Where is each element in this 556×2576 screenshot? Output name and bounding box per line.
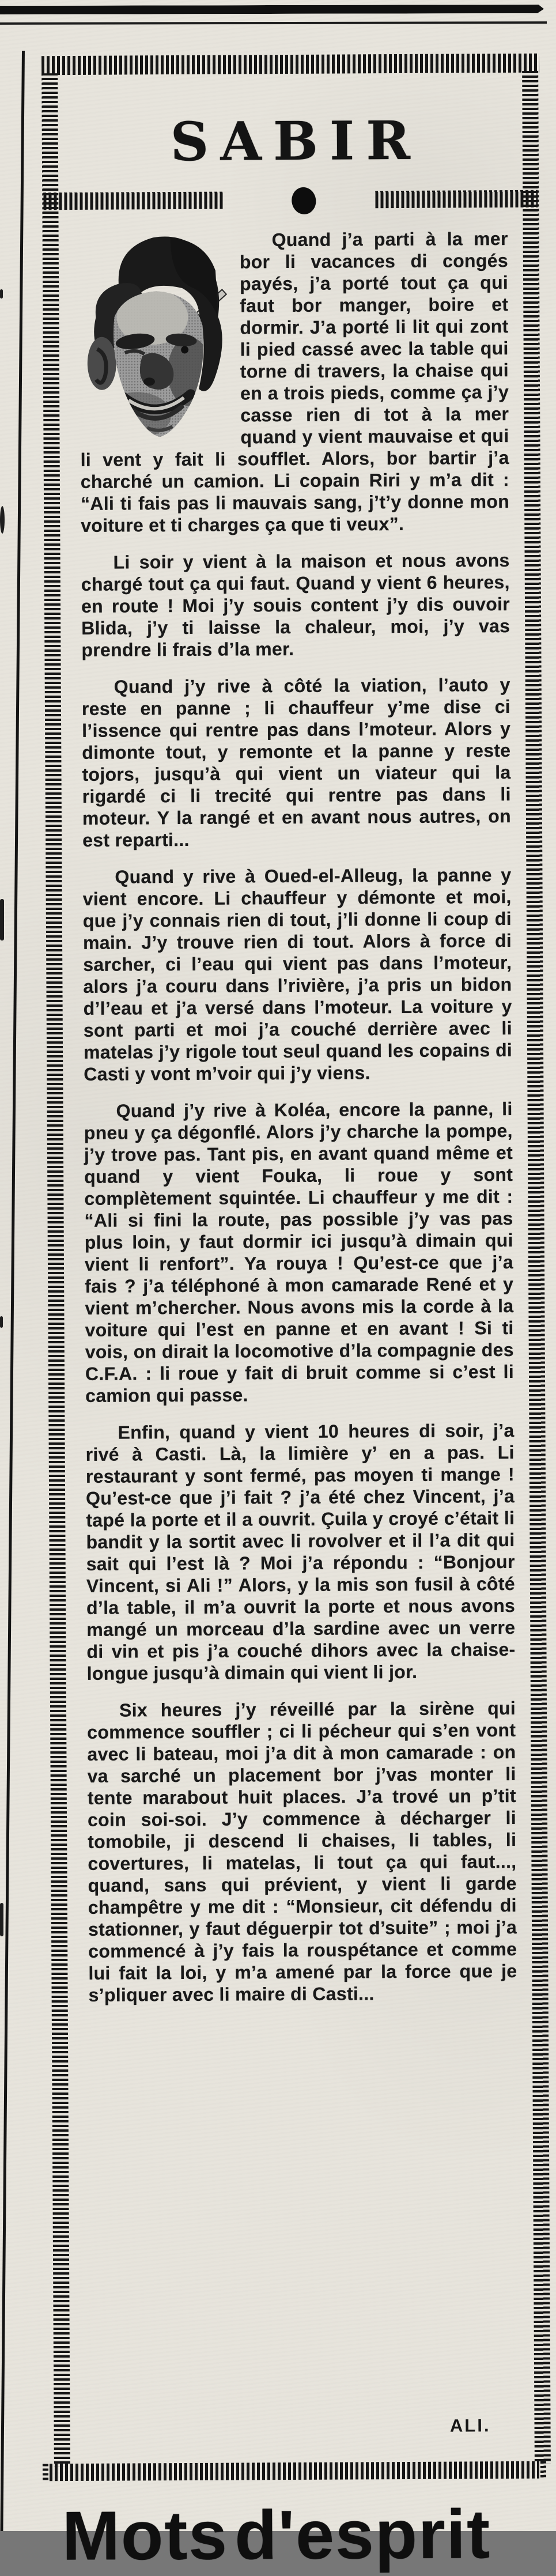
hatched-corner-right (540, 2461, 546, 2479)
headline-word: d'esprit (234, 2495, 491, 2574)
divider-segment-left (43, 192, 225, 210)
margin-fragment (0, 899, 4, 940)
margin-fragment (0, 1316, 3, 1328)
hatched-border-bottom (50, 2461, 539, 2481)
top-rule-thick (0, 5, 544, 14)
sabir-article-box (41, 54, 551, 2481)
article-paragraph: Enfin, quand y vient 10 heures di soir, j’a rivé à Casti. Là, la limière y’ en a pas. Li restaurant y sont fermé, pas moyen ti mange ! Qu’est-ce que j’i fait ? j’a été chez Vincent, j’a tapé la porte et il a ouvrit. Çuila y croyé c’était li bandit y la sortit avec li rovolver et il l’a dit qui sait qui l’est là ? Moi j’a répondu : “Bonjour Vincent, si Ali !” Alors, y la mis son fusil à côté d’la table, il m’a ouvrit la porte et nous avons mangé un morceau d’la sardine avec un verre di vin et pis j’a couché dihors avec la chaise-longue jusqu’à dimain qui vient li jor. (85, 1419, 516, 1684)
caricature-face-illustration (84, 231, 228, 443)
hatched-corner-left (43, 2464, 48, 2481)
article-paragraph: Quand j’a parti à la mer bor li vacances di congés payés, j’a porté tout ça qui faut bor manger, boire et dormir. J’a porté li lit qui zont li pied cassé avec la table qui torne di travers, la chaise qui en a trois pieds, comme ça j’y casse rien di tot à la mer quand y vient mauvaise et qui li vent y fait li soufflet. Alors, bor bartir j’a charché un camion. Li copain Riri y m’a dit : “Ali ti fais pas li mauvais sang, j’t’y donne mon voiture et ti charges ça que ti veux”. (80, 228, 510, 536)
next-article-headline (62, 2494, 491, 2575)
article-title: SABIR (170, 109, 422, 173)
margin-fragment (0, 289, 3, 299)
margin-fragment (0, 1903, 3, 1936)
article-paragraph: Quand y rive à Oued-el-Alleug, la panne y vient encore. Li chauffeur y démonte et moi, que j’y connais rien di tout, j’li donne li coup di main. J’y trouve rien di tout. Alors à force di sarcher, ci l’eau qui vient pas dans l’moteur, alors j’a couru dans l’rivière, j’a pris un bidon d’l’eau et j’a versé dans l’moteur. La voiture y sont parti et moi j’a couché derrière avec li matelas j’y rigole tout seul quand les copains di Casti y vont m’voir qui j’y viens. (82, 864, 513, 1085)
article-signature: ALI. (449, 2415, 491, 2436)
article-body (80, 228, 517, 2021)
headline-word: Mots (62, 2496, 229, 2575)
hatched-border-left (41, 73, 70, 2466)
top-rule-thin (0, 21, 547, 25)
article-paragraph: Six heures j’y réveillé par la sirène qui commence souffler ; ci li pécheur qui s’en vont avec li bateau, moi j’a dit à mon camarade : on va sarché un placement bor j’vas monter li tente marabout huit places. J’a trové un p’tit coin soi-soi. J’y commence à décharger li tomobile, ji descend li chaises, li tables, li covertures, li matelas, li tout ça qui faut..., quand, sans qui prévient, y vient li garde champêtre y me dit : “Monsieur, cit défendu di stationner, y faut déguerpir tot d’suite” ; moi j’a commencé à j’y fais la rouspétance et comme lui fait la loi, y m’a amené par la force que je s’pliquer avec li maire di Casti... (87, 1697, 517, 2005)
masthead-divider-row (42, 190, 539, 211)
hatched-border-right (522, 71, 551, 2464)
article-paragraph: Li soir y vient à la maison et nous avons chargé tout ça qui faut. Quand y vient 6 heures, en route ! Moi j’y souis content j’y dis ouvoir Blida, j’y ti laisse la chaleur, moi, j’y vas prendre li frais d’la mer. (81, 550, 510, 660)
article-paragraph: Quand j’y rive à côté la viation, l’auto y reste en panne ; li chauffeur y’me dise ci l’issence qui rentre pas dans l’moteur. Alors y dimonte tout, y remonte et la panne y reste tojors, jusqu’à qui vient un viateur qui la rigardé ci li trecité qui rentre pas dans li moteur. Y la rangé et en avant nous autres, on est reparti... (81, 674, 512, 851)
hatched-border-top (41, 54, 539, 75)
divider-segment-right (375, 190, 538, 208)
column-divider-rule (0, 51, 25, 2531)
article-paragraph: Quand j’y rive à Koléa, encore la panne, li pneu y ça dégonflé. Alors j’y charche la pompe, j’y trove pas. Tant pis, en avant quand même et quand y vient Fouka, li roue y sont complètement squintée. Li chauffeur y me dit : “Ali si fini la route, pas possible j’y vas pas plus loin, y faut dormir ici jusqu’à dimain qui vient li renfort”. Ya rouya ! Qu’est-ce que j’a fais ? j’a téléphoné à mon camarade René et y vient m’chercher. Nous avons mis la corde à la voiture qui l’est en panne et en avant ! Si ti vois, on dirait la locomotive d’la compagnie des C.F.A. : li roue y fait di bruit comme si c’est li camion qui passe. (84, 1098, 515, 1406)
margin-fragment (0, 506, 5, 534)
bullet-ornament (290, 186, 317, 216)
